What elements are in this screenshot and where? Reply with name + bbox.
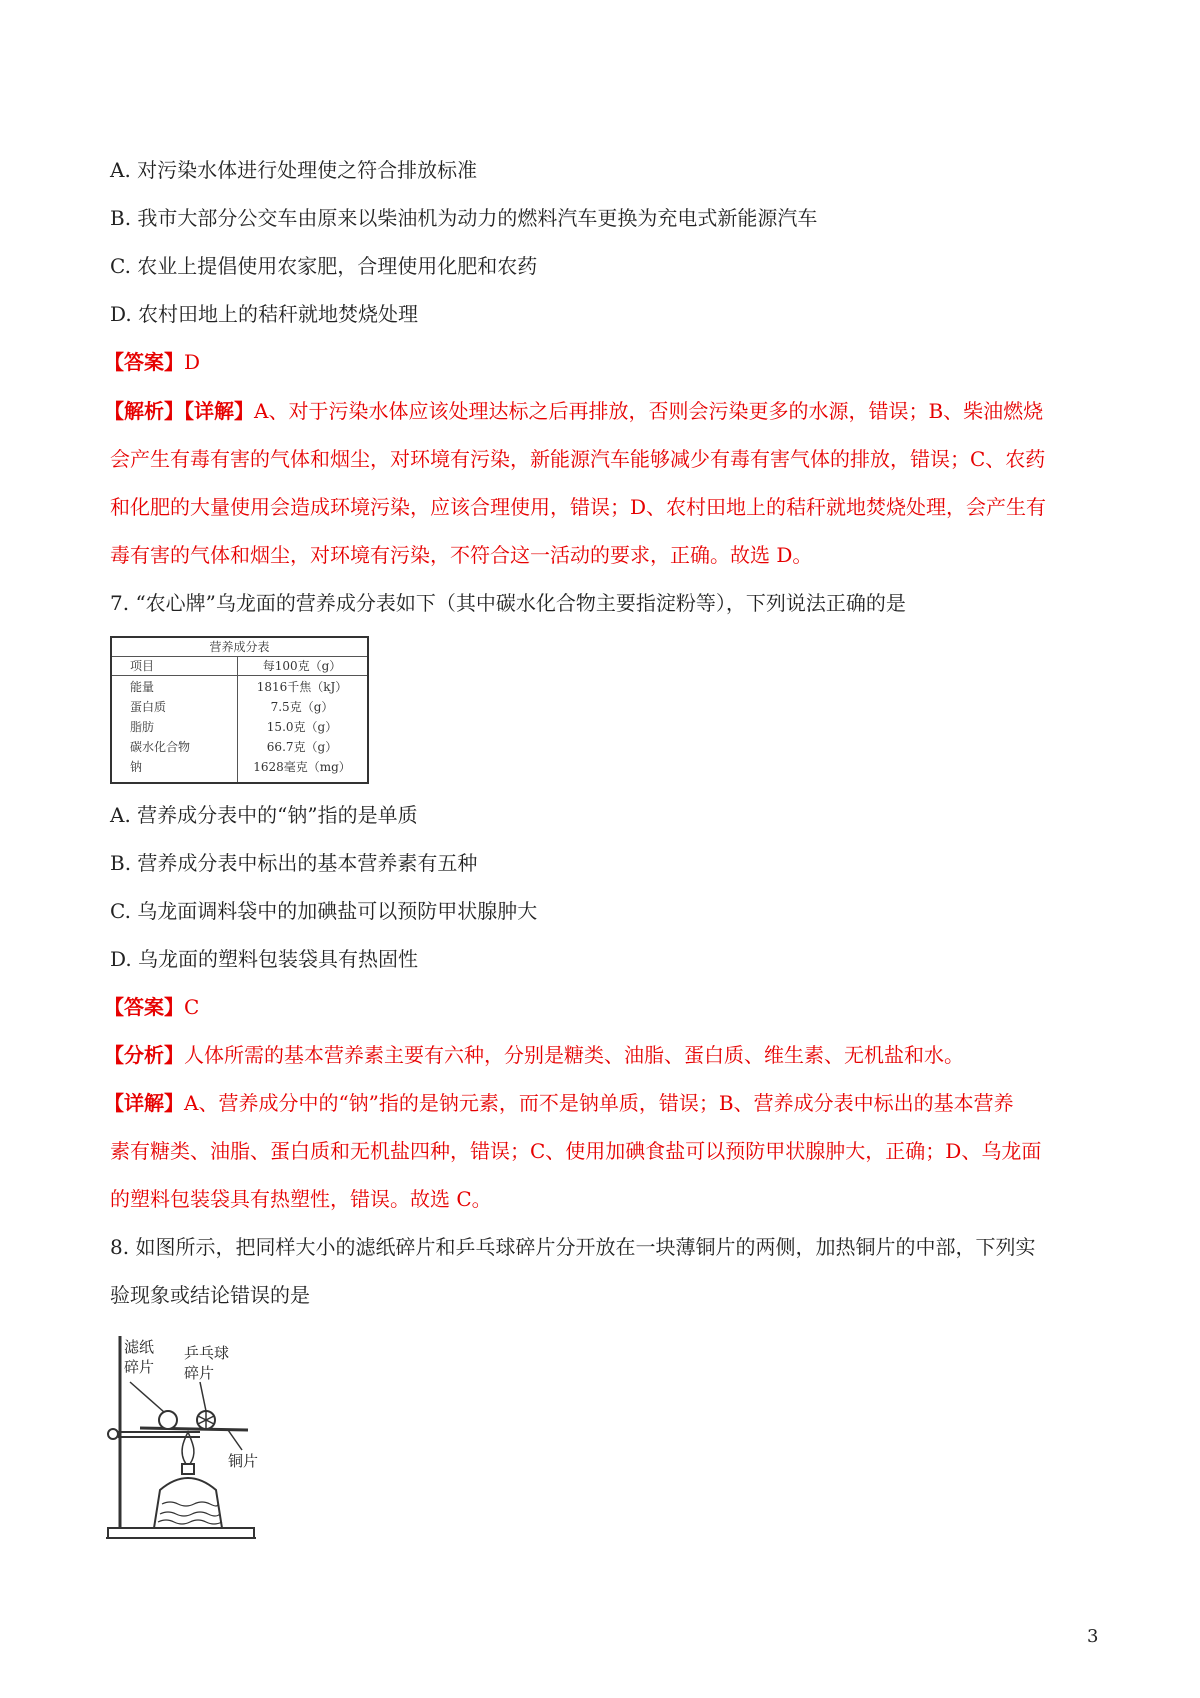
nutrition-row — [112, 718, 367, 736]
label-copper: 铜片 — [228, 1452, 259, 1470]
nutrition-table-header — [112, 657, 367, 676]
q7-fenxi-tag: 【分析】 — [104, 1043, 184, 1067]
clamp-knob — [108, 1429, 118, 1439]
nutrition-row-item: 脂肪 — [130, 720, 155, 734]
page-number: 3 — [1087, 1626, 1099, 1647]
q6-analysis-line-2: 会产生有毒有害的气体和烟尘，对环境有污染，新能源汽车能够减少有毒有害气体的排放，错误；C、农药 — [110, 447, 1046, 471]
nutrition-table-caption: 营养成分表 — [112, 638, 367, 657]
q7-answer-value: C — [184, 995, 200, 1019]
q6-analysis-line-3: 和化肥的大量使用会造成环境污染，应该合理使用，错误；D、农村田地上的秸秆就地焚烧处理，会产生有 — [110, 495, 1047, 519]
q7-answer-line — [104, 993, 199, 1021]
nutrition-row — [112, 678, 367, 696]
nutrition-header-per100g: 每100克（g） — [262, 659, 342, 673]
label-filter-paper-2: 碎片 — [124, 1358, 155, 1376]
q6-analysis-tag: 【解析】【详解】 — [104, 399, 254, 423]
q8-stem-line-1: 8. 如图所示，把同样大小的滤纸碎片和乒乓球碎片分开放在一块薄铜片的两侧，加热铜片的中部，下列实 — [110, 1235, 1036, 1259]
q6-answer-line — [104, 348, 200, 376]
nutrition-header-item: 项目 — [130, 659, 155, 673]
stand-base — [108, 1528, 254, 1538]
nutrition-row — [112, 738, 367, 756]
copper-plate — [140, 1428, 248, 1430]
q8-stem-line-2: 验现象或结论错误的是 — [110, 1283, 310, 1307]
q6-analysis-text-1: A、对于污染水体应该处理达标之后再排放，否则会污染更多的水源，错误；B、柴油燃烧 — [254, 399, 1044, 423]
nutrition-table — [110, 636, 369, 784]
q7-stem: 7. “农心牌”乌龙面的营养成分表如下（其中碳水化合物主要指淀粉等），下列说法正确的是 — [110, 591, 906, 615]
q7-option-b: B. 营养成分表中标出的基本营养素有五种 — [110, 851, 478, 875]
label-filter-paper-1: 滤纸 — [124, 1338, 155, 1356]
q7-option-a: A. 营养成分表中的“钠”指的是单质 — [110, 803, 418, 827]
q6-option-c: C. 农业上提倡使用农家肥，合理使用化肥和农药 — [110, 254, 538, 278]
nutrition-row-value: 1628毫克（mg） — [253, 760, 351, 774]
nutrition-row-value: 1816千焦（kJ） — [256, 680, 348, 694]
q7-detail-line-2: 素有糖类、油脂、蛋白质和无机盐四种，错误；C、使用加碘食盐可以预防甲状腺肿大，正确；D、乌龙面 — [110, 1139, 1042, 1163]
nutrition-row-value: 15.0克（g） — [266, 720, 338, 734]
q6-analysis-line-1 — [104, 397, 1043, 425]
label-pingpong-2: 碎片 — [184, 1364, 215, 1382]
q6-analysis-line-4: 毒有害的气体和烟尘，对环境有污染，不符合这一活动的要求，正确。故选 D。 — [110, 543, 813, 567]
lamp-wick-holder — [182, 1464, 194, 1474]
q6-answer-value: D — [184, 350, 201, 374]
q7-option-d: D. 乌龙面的塑料包装袋具有热固性 — [110, 947, 419, 971]
q7-option-c: C. 乌龙面调料袋中的加碘盐可以预防甲状腺肿大 — [110, 899, 538, 923]
label-pingpong-1: 乒乓球 — [184, 1344, 230, 1362]
nutrition-row-value: 66.7克（g） — [266, 740, 338, 754]
q6-answer-tag: 【答案】 — [104, 350, 184, 374]
q6-option-a: A. 对污染水体进行处理使之符合排放标准 — [110, 158, 478, 182]
nutrition-row-item: 碳水化合物 — [130, 740, 191, 754]
q6-option-d: D. 农村田地上的秸秆就地焚烧处理 — [110, 302, 419, 326]
q7-fenxi-text: 人体所需的基本营养素主要有六种，分别是糖类、油脂、蛋白质、维生素、无机盐和水。 — [184, 1043, 964, 1067]
q7-detail-line-1 — [104, 1089, 1014, 1117]
q7-fenxi-line — [104, 1041, 964, 1069]
nutrition-row-item: 蛋白质 — [130, 700, 167, 714]
nutrition-row-value: 7.5克（g） — [270, 700, 334, 714]
nutrition-row-item: 钠 — [130, 760, 143, 774]
nutrition-row — [112, 698, 367, 716]
q7-answer-tag: 【答案】 — [104, 995, 184, 1019]
filter-paper-piece — [159, 1411, 177, 1429]
q7-detail-line-3: 的塑料包装袋具有热塑性，错误。故选 C。 — [110, 1187, 492, 1211]
q7-detail-text-1: A、营养成分中的“钠”指的是钠元素，而不是钠单质，错误；B、营养成分表中标出的基本营养 — [184, 1091, 1014, 1115]
q6-option-b: B. 我市大部分公交车由原来以柴油机为动力的燃料汽车更换为充电式新能源汽车 — [110, 206, 818, 230]
q8-apparatus-figure — [100, 1332, 270, 1548]
nutrition-row-item: 能量 — [130, 680, 155, 694]
q7-detail-tag: 【详解】 — [104, 1091, 184, 1115]
nutrition-row — [112, 758, 367, 776]
